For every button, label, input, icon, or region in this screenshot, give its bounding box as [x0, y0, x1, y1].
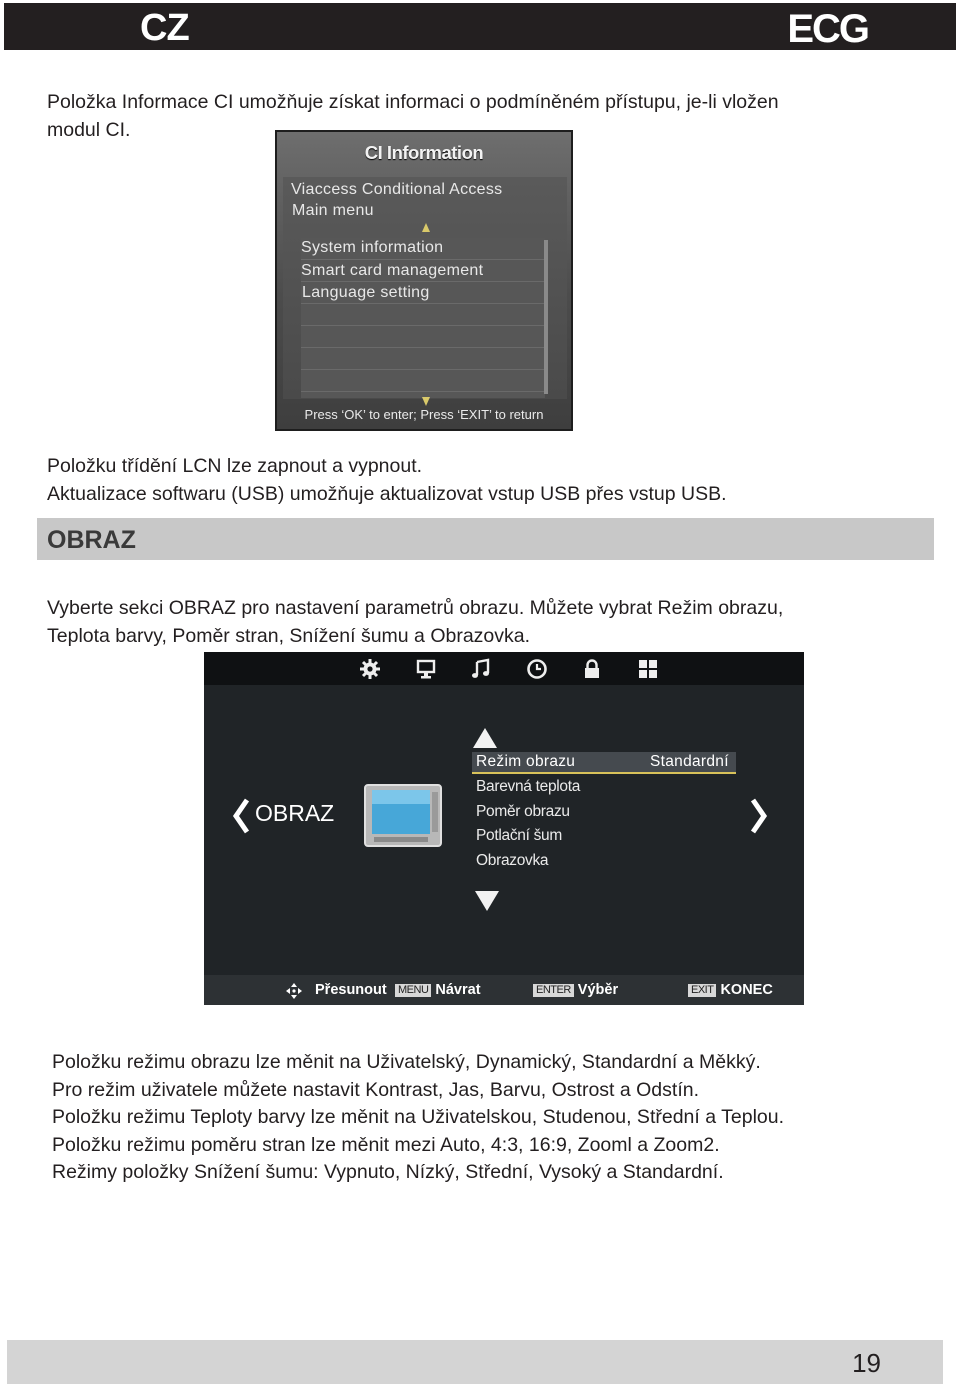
- brand-logo: ECG: [787, 7, 868, 51]
- picture-menu-screenshot: [204, 652, 804, 1005]
- lcn-line: Položku třídění LCN lze zapnout a vypnout.: [47, 455, 423, 477]
- note-line: Pro režim uživatele můžete nastavit Kontrast, Jas, Barvu, Ostrost a Odstín.: [52, 1078, 700, 1101]
- intro-line-1: Položka Informace CI umožňuje získat informaci o podmíněném přístupu, je-li vložen: [47, 91, 779, 113]
- tv-picture-icon: [364, 784, 442, 848]
- page-number: 19: [852, 1348, 881, 1378]
- music-icon: [470, 658, 492, 680]
- monitor-icon: [415, 658, 437, 680]
- scroll-up-icon: [422, 223, 430, 232]
- ci-information-screenshot: [275, 130, 573, 431]
- scroll-down-icon[interactable]: [474, 890, 500, 912]
- menu-key: MENU: [395, 984, 431, 997]
- note-line: Položku režimu Teploty barvy lze měnit na Uživatelskou, Studenou, Střední a Teplou.: [52, 1106, 785, 1128]
- intro-line-2: modul CI.: [47, 118, 131, 141]
- ci-title: CI Information: [364, 142, 484, 163]
- footer-select[interactable]: [533, 982, 618, 998]
- ci-item-smart-card: Smart card management: [301, 262, 484, 279]
- scroll-down-icon: [422, 397, 430, 406]
- section-title: OBRAZ: [47, 526, 136, 554]
- note-line: Režimy položky Snížení šumu: Vypnuto, Nízký, Střední, Vysoký a Standardní.: [52, 1161, 724, 1183]
- footer-end-label: KONEC: [720, 982, 773, 998]
- after-ci-text: [47, 453, 727, 508]
- menu-item-aspect-ratio[interactable]: Poměr obrazu: [476, 803, 570, 820]
- notes-text: [52, 1049, 784, 1187]
- enter-key: ENTER: [533, 984, 574, 997]
- scroll-up-icon[interactable]: [472, 727, 498, 749]
- ci-item-system-information: System information: [301, 239, 444, 256]
- top-menu-bar: [204, 652, 804, 685]
- obraz-intro-line-2: Teplota barvy, Poměr stran, Snížení šumu a Obrazovka.: [47, 624, 531, 647]
- header-bar: [4, 3, 956, 50]
- usb-line: Aktualizace softwaru (USB) umožňuje aktualizovat vstup USB přes vstup USB.: [47, 482, 727, 505]
- ci-main-menu: Main menu: [292, 202, 374, 219]
- note-line: Položku režimu poměru stran lze měnit mezi Auto, 4:3, 16:9, Zooml a Zoom2.: [52, 1133, 720, 1156]
- lock-icon: [581, 658, 603, 680]
- grid-icon: [637, 658, 659, 680]
- menu-item-screen[interactable]: Obrazovka: [476, 852, 549, 869]
- gear-icon: [359, 658, 381, 680]
- ci-hint: Press ‘OK’ to enter; Press ‘EXIT’ to return: [304, 407, 544, 422]
- section-heading-bar: [37, 518, 934, 560]
- obraz-intro-text: [47, 595, 783, 650]
- footer-move-label: Přesunout: [315, 982, 387, 998]
- menu-footer: [204, 975, 804, 1005]
- menu-item-noise-reduction[interactable]: Potlační šum: [476, 827, 562, 844]
- note-line: Položku režimu obrazu lze měnit na Uživatelský, Dynamický, Standardní a Měkký.: [52, 1051, 761, 1073]
- move-arrows-icon: [286, 983, 302, 999]
- ci-item-language: Language setting: [302, 284, 430, 301]
- chevron-left-icon[interactable]: [232, 797, 250, 835]
- footer-exit[interactable]: [688, 982, 773, 998]
- menu-item-color-temperature[interactable]: Barevná teplota: [476, 778, 581, 795]
- footer-back[interactable]: [395, 982, 481, 998]
- chevron-right-icon[interactable]: [750, 797, 768, 835]
- menu-item-picture-mode[interactable]: Režim obrazu: [476, 753, 576, 770]
- footer-back-label: Návrat: [435, 982, 481, 998]
- exit-key: EXIT: [688, 984, 716, 997]
- picture-mode-value[interactable]: Standardní: [650, 753, 729, 770]
- page-footer-bar: [7, 1340, 943, 1384]
- footer-select-label: Výběr: [577, 982, 619, 998]
- obraz-intro-line-1: Vyberte sekci OBRAZ pro nastavení parametrů obrazu. Můžete vybrat Režim obrazu,: [47, 597, 784, 619]
- menu-category-label: OBRAZ: [255, 800, 335, 826]
- clock-icon: [526, 658, 548, 680]
- language-code: CZ: [140, 7, 189, 49]
- ci-provider: Viaccess Conditional Access: [291, 181, 503, 198]
- ci-scrollbar: [544, 240, 548, 394]
